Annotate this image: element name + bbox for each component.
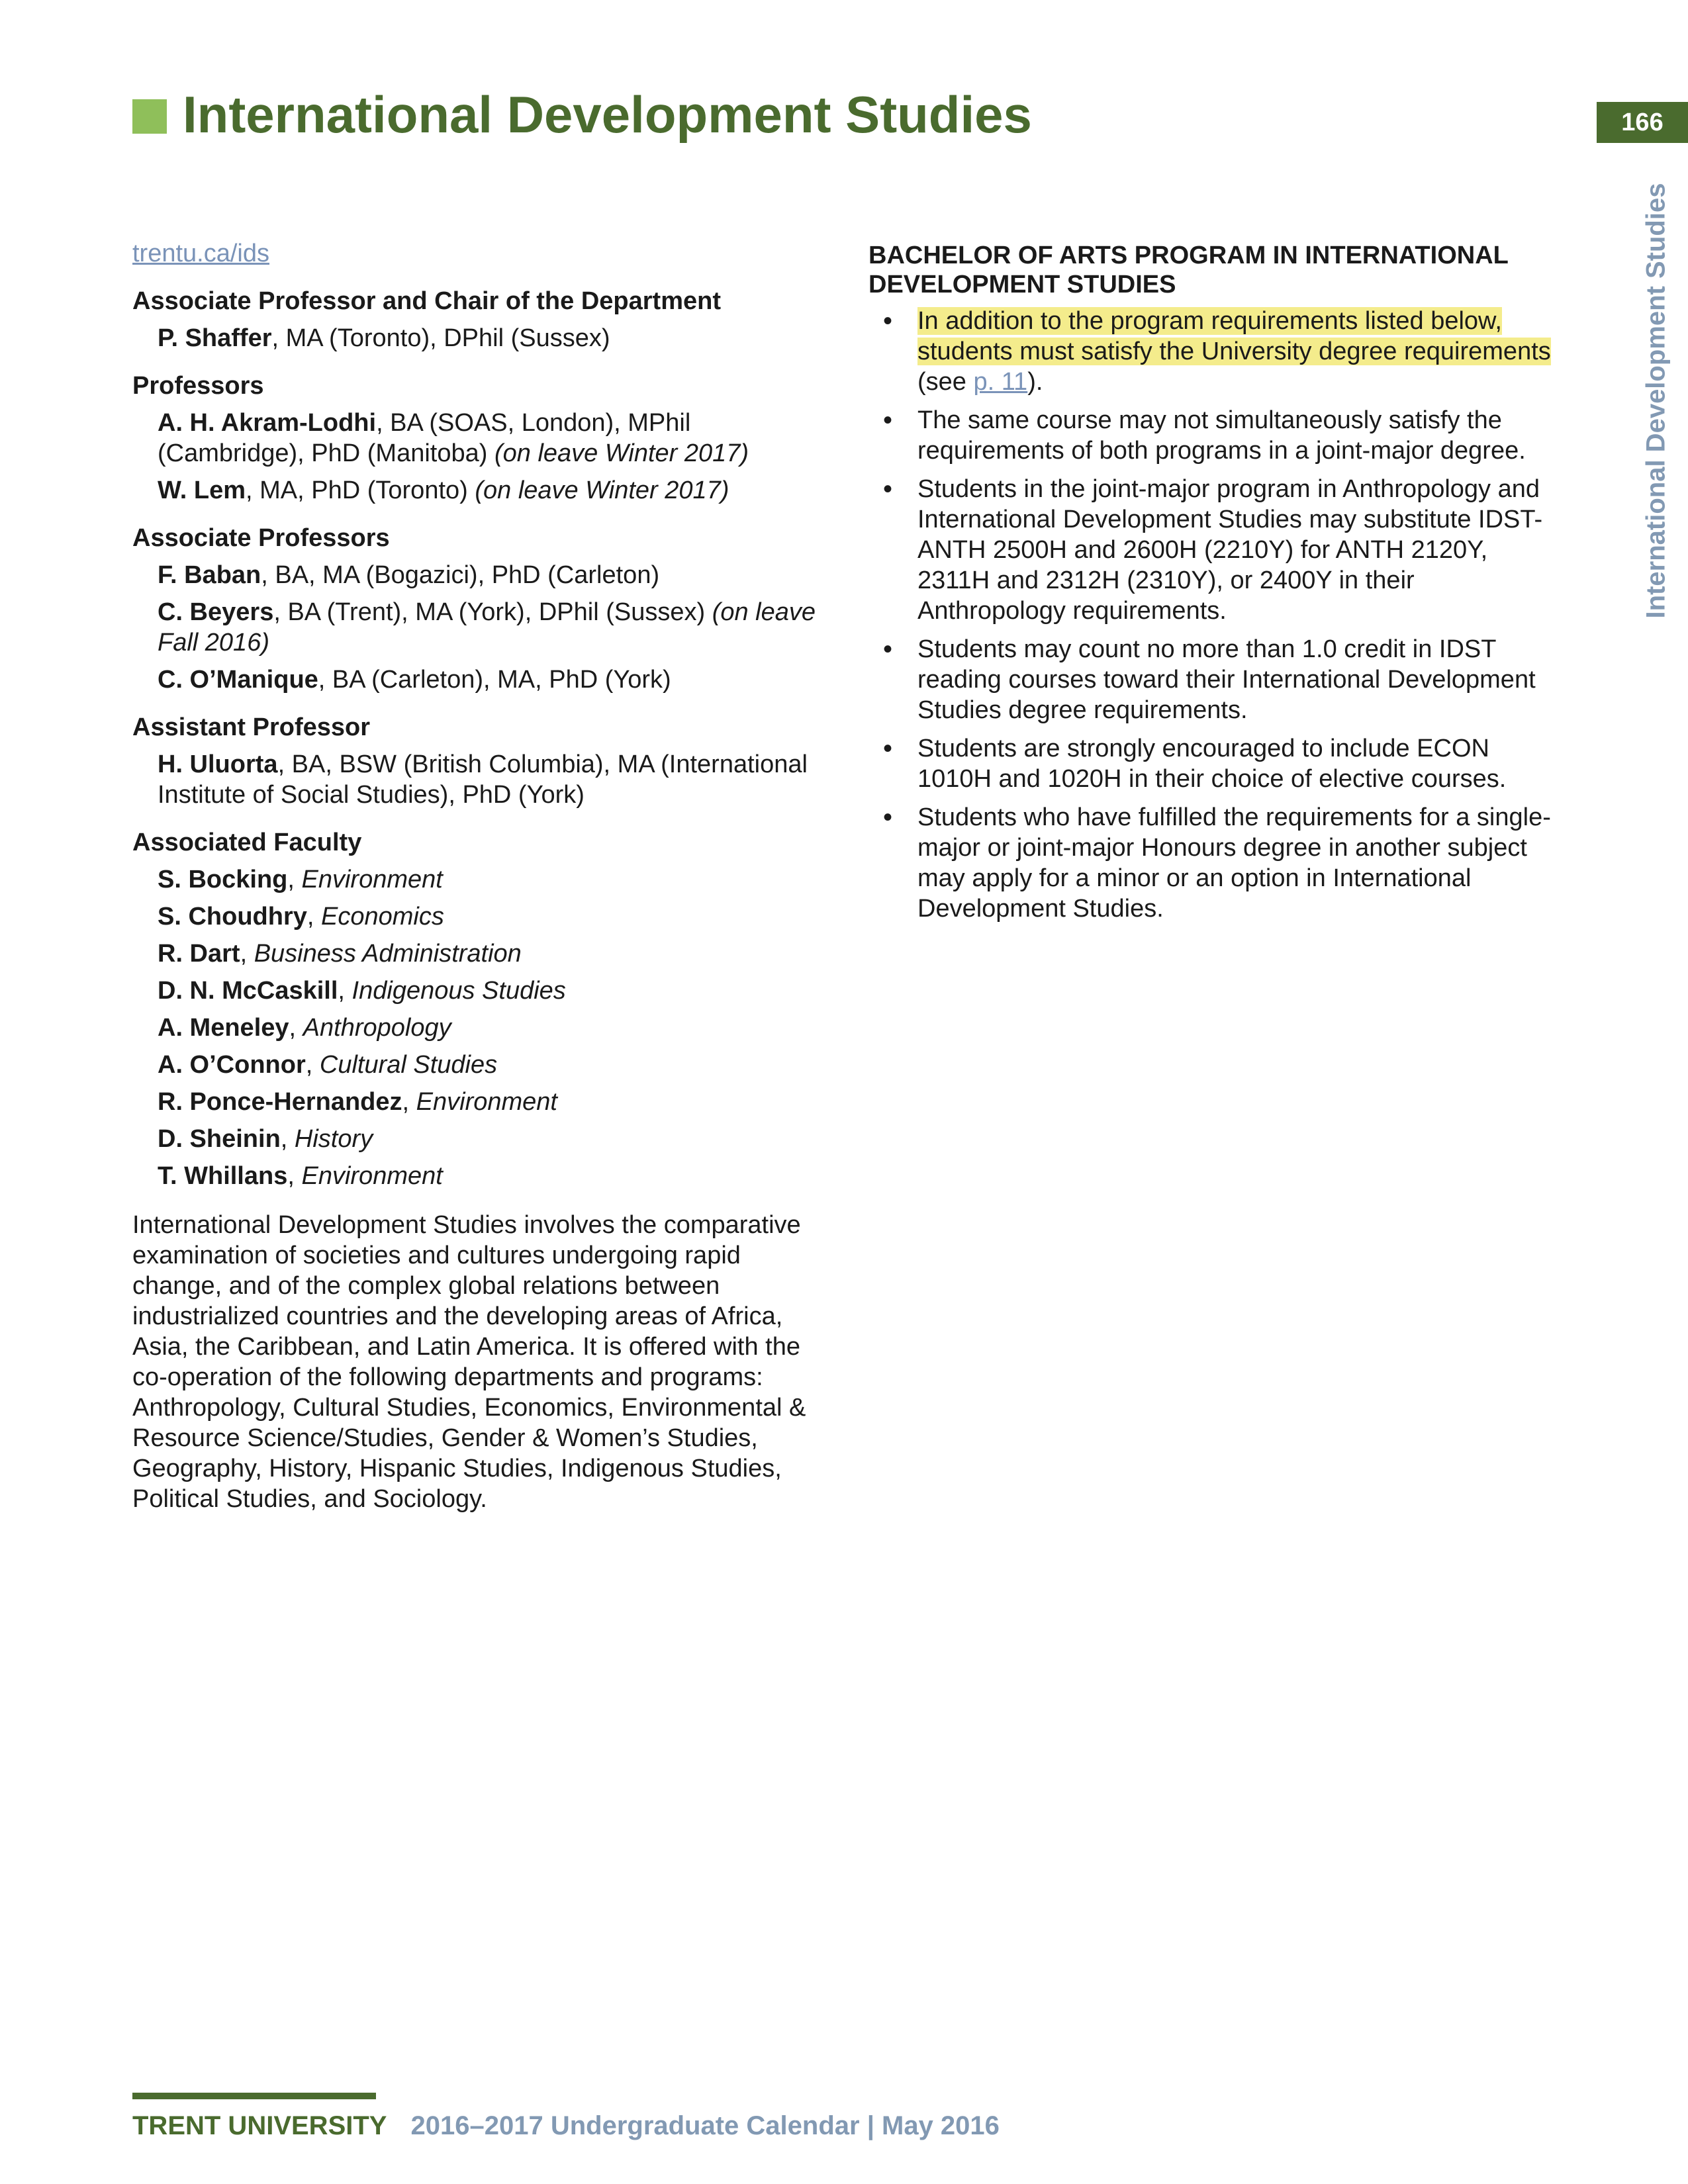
footer-rule: [132, 2093, 376, 2099]
faculty-name: A. Meneley: [158, 1014, 289, 1042]
faculty-name: R. Ponce-Hernandez: [158, 1088, 402, 1116]
faculty-entry: [132, 560, 821, 590]
list-item: [868, 306, 1564, 397]
faculty-entry: T. Whillans, Environment: [158, 1162, 443, 1190]
faculty-name: H. Uluorta: [158, 751, 278, 778]
title-square-icon: [132, 99, 167, 134]
faculty-entry: R. Ponce-Hernandez, Environment: [158, 1088, 557, 1116]
requirements-list: [868, 306, 1564, 924]
left-column: [132, 238, 821, 1514]
faculty-field: Cultural Studies: [319, 1051, 498, 1079]
faculty-field: Environment: [301, 1162, 443, 1190]
faculty-name: P. Shaffer: [158, 324, 272, 352]
footer-calendar: 2016–2017 Undergraduate Calendar | May 2016: [410, 2111, 1000, 2140]
faculty-name: R. Dart: [158, 940, 240, 968]
faculty-name: C. Beyers: [158, 598, 274, 626]
leave-note: (on leave Fall 2016): [158, 598, 816, 657]
page-reference-link[interactable]: p. 11: [973, 368, 1028, 396]
faculty-entry: [132, 664, 821, 695]
faculty-field: Environment: [416, 1088, 557, 1116]
list-item-text: ).: [1027, 368, 1043, 396]
faculty-name: S. Bocking: [158, 866, 288, 893]
faculty-name: F. Baban: [158, 561, 261, 589]
faculty-name: A. O’Connor: [158, 1051, 306, 1079]
faculty-entry: R. Dart, Business Administration: [158, 940, 522, 968]
faculty-entry: [132, 408, 821, 469]
faculty-name: S. Choudhry: [158, 903, 307, 931]
faculty-credentials: , MA, PhD (Toronto): [246, 477, 475, 504]
faculty-entry: S. Bocking, Environment: [158, 866, 443, 893]
list-item: • The same course may not simultaneously satisfy the requirements of both programs in a joint-major degree.: [868, 405, 1564, 466]
faculty-name: D. N. McCaskill: [158, 977, 338, 1005]
right-column: [868, 241, 1564, 932]
faculty-field: Environment: [301, 866, 443, 893]
faculty-entry: D. N. McCaskill, Indigenous Studies: [158, 977, 566, 1005]
intro-paragraph: International Development Studies involves the comparative examination of societies and cultures undergoing rapid change, and of the complex global relations between industrialized countries and the developing areas of Africa, Asia, the Caribbean, and Latin America. It is offered with the co-operation of the following departments and programs: Anthropology, Cultural Studies, Economics, Environmental & Resource Science/Studies, Gender & Women’s Studies, Geography, History, Hispanic Studies, Indigenous Studies, Political Studies, and Sociology.: [132, 1211, 806, 1513]
associate-professors-heading: Associate Professors: [132, 524, 390, 552]
faculty-credentials: , BA, BSW (British Columbia), MA (International Institute of Social Studies), PhD (York): [158, 751, 808, 809]
faculty-name: D. Sheinin: [158, 1125, 281, 1153]
faculty-field: Economics: [321, 903, 444, 931]
faculty-credentials: , MA (Toronto), DPhil (Sussex): [271, 324, 610, 352]
department-url-link[interactable]: trentu.ca/ids: [132, 240, 269, 267]
leave-note: (on leave Winter 2017): [475, 477, 729, 504]
faculty-name: C. O’Manique: [158, 666, 318, 694]
list-item: • Students may count no more than 1.0 credit in IDST reading courses toward their International Development Studies degree requirements.: [868, 634, 1564, 725]
side-tab-label: International Development Studies: [1641, 183, 1671, 618]
faculty-credentials: , BA (Trent), MA (York), DPhil (Sussex): [273, 598, 712, 626]
faculty-field: Business Administration: [254, 940, 522, 968]
faculty-entry: [132, 597, 821, 658]
list-item: • Students are strongly encouraged to include ECON 1010H and 1020H in their choice of elective courses.: [868, 733, 1564, 794]
faculty-field: Anthropology: [303, 1014, 451, 1042]
faculty-credentials: , BA (Carleton), MA, PhD (York): [318, 666, 671, 694]
highlighted-text: In addition to the program requirements listed below, students must satisfy the University degree requirements: [917, 307, 1551, 365]
list-item-text: (see: [917, 368, 974, 396]
chair-heading: Associate Professor and Chair of the Department: [132, 287, 721, 315]
faculty-name: A. H. Akram-Lodhi: [158, 409, 377, 437]
faculty-entry: S. Choudhry, Economics: [158, 903, 444, 931]
faculty-field: History: [294, 1125, 373, 1153]
professors-heading: Professors: [132, 372, 264, 400]
chair-entry: [132, 323, 821, 353]
list-item: • Students in the joint-major program in Anthropology and International Development Studies may substitute IDST-ANTH 2500H and 2600H (2210Y) for ANTH 2120Y, 2311H and 2312H (2310Y), or 2400Y in their Anthropology requirements.: [868, 474, 1564, 626]
faculty-field: Indigenous Studies: [352, 977, 566, 1005]
side-tab: [1636, 169, 1676, 632]
list-item: • Students who have fulfilled the requirements for a single-major or joint-major Honours degree in another subject may apply for a minor or an option in International Development Studies.: [868, 802, 1564, 924]
faculty-name: W. Lem: [158, 477, 246, 504]
faculty-entry: [132, 475, 821, 506]
faculty-entry: A. O’Connor, Cultural Studies: [158, 1051, 498, 1079]
faculty-credentials: , BA, MA (Bogazici), PhD (Carleton): [261, 561, 660, 589]
associated-faculty-heading: Associated Faculty: [132, 829, 362, 856]
faculty-credentials: , BA (SOAS, London), MPhil (Cambridge), PhD (Manitoba): [158, 409, 691, 467]
footer: [132, 2111, 1000, 2141]
faculty-entry: [132, 749, 821, 810]
page-title: International Development Studies: [183, 85, 1032, 144]
leave-note: (on leave Winter 2017): [494, 439, 749, 467]
faculty-entry: D. Sheinin, History: [158, 1125, 373, 1153]
assistant-professor-heading: Assistant Professor: [132, 713, 371, 741]
faculty-entry: A. Meneley, Anthropology: [158, 1014, 451, 1042]
page-number: 166: [1597, 102, 1688, 143]
faculty-name: T. Whillans: [158, 1162, 288, 1190]
footer-university: TRENT UNIVERSITY: [132, 2111, 387, 2140]
program-heading: BACHELOR OF ARTS PROGRAM IN INTERNATIONAL DEVELOPMENT STUDIES: [868, 242, 1509, 298]
